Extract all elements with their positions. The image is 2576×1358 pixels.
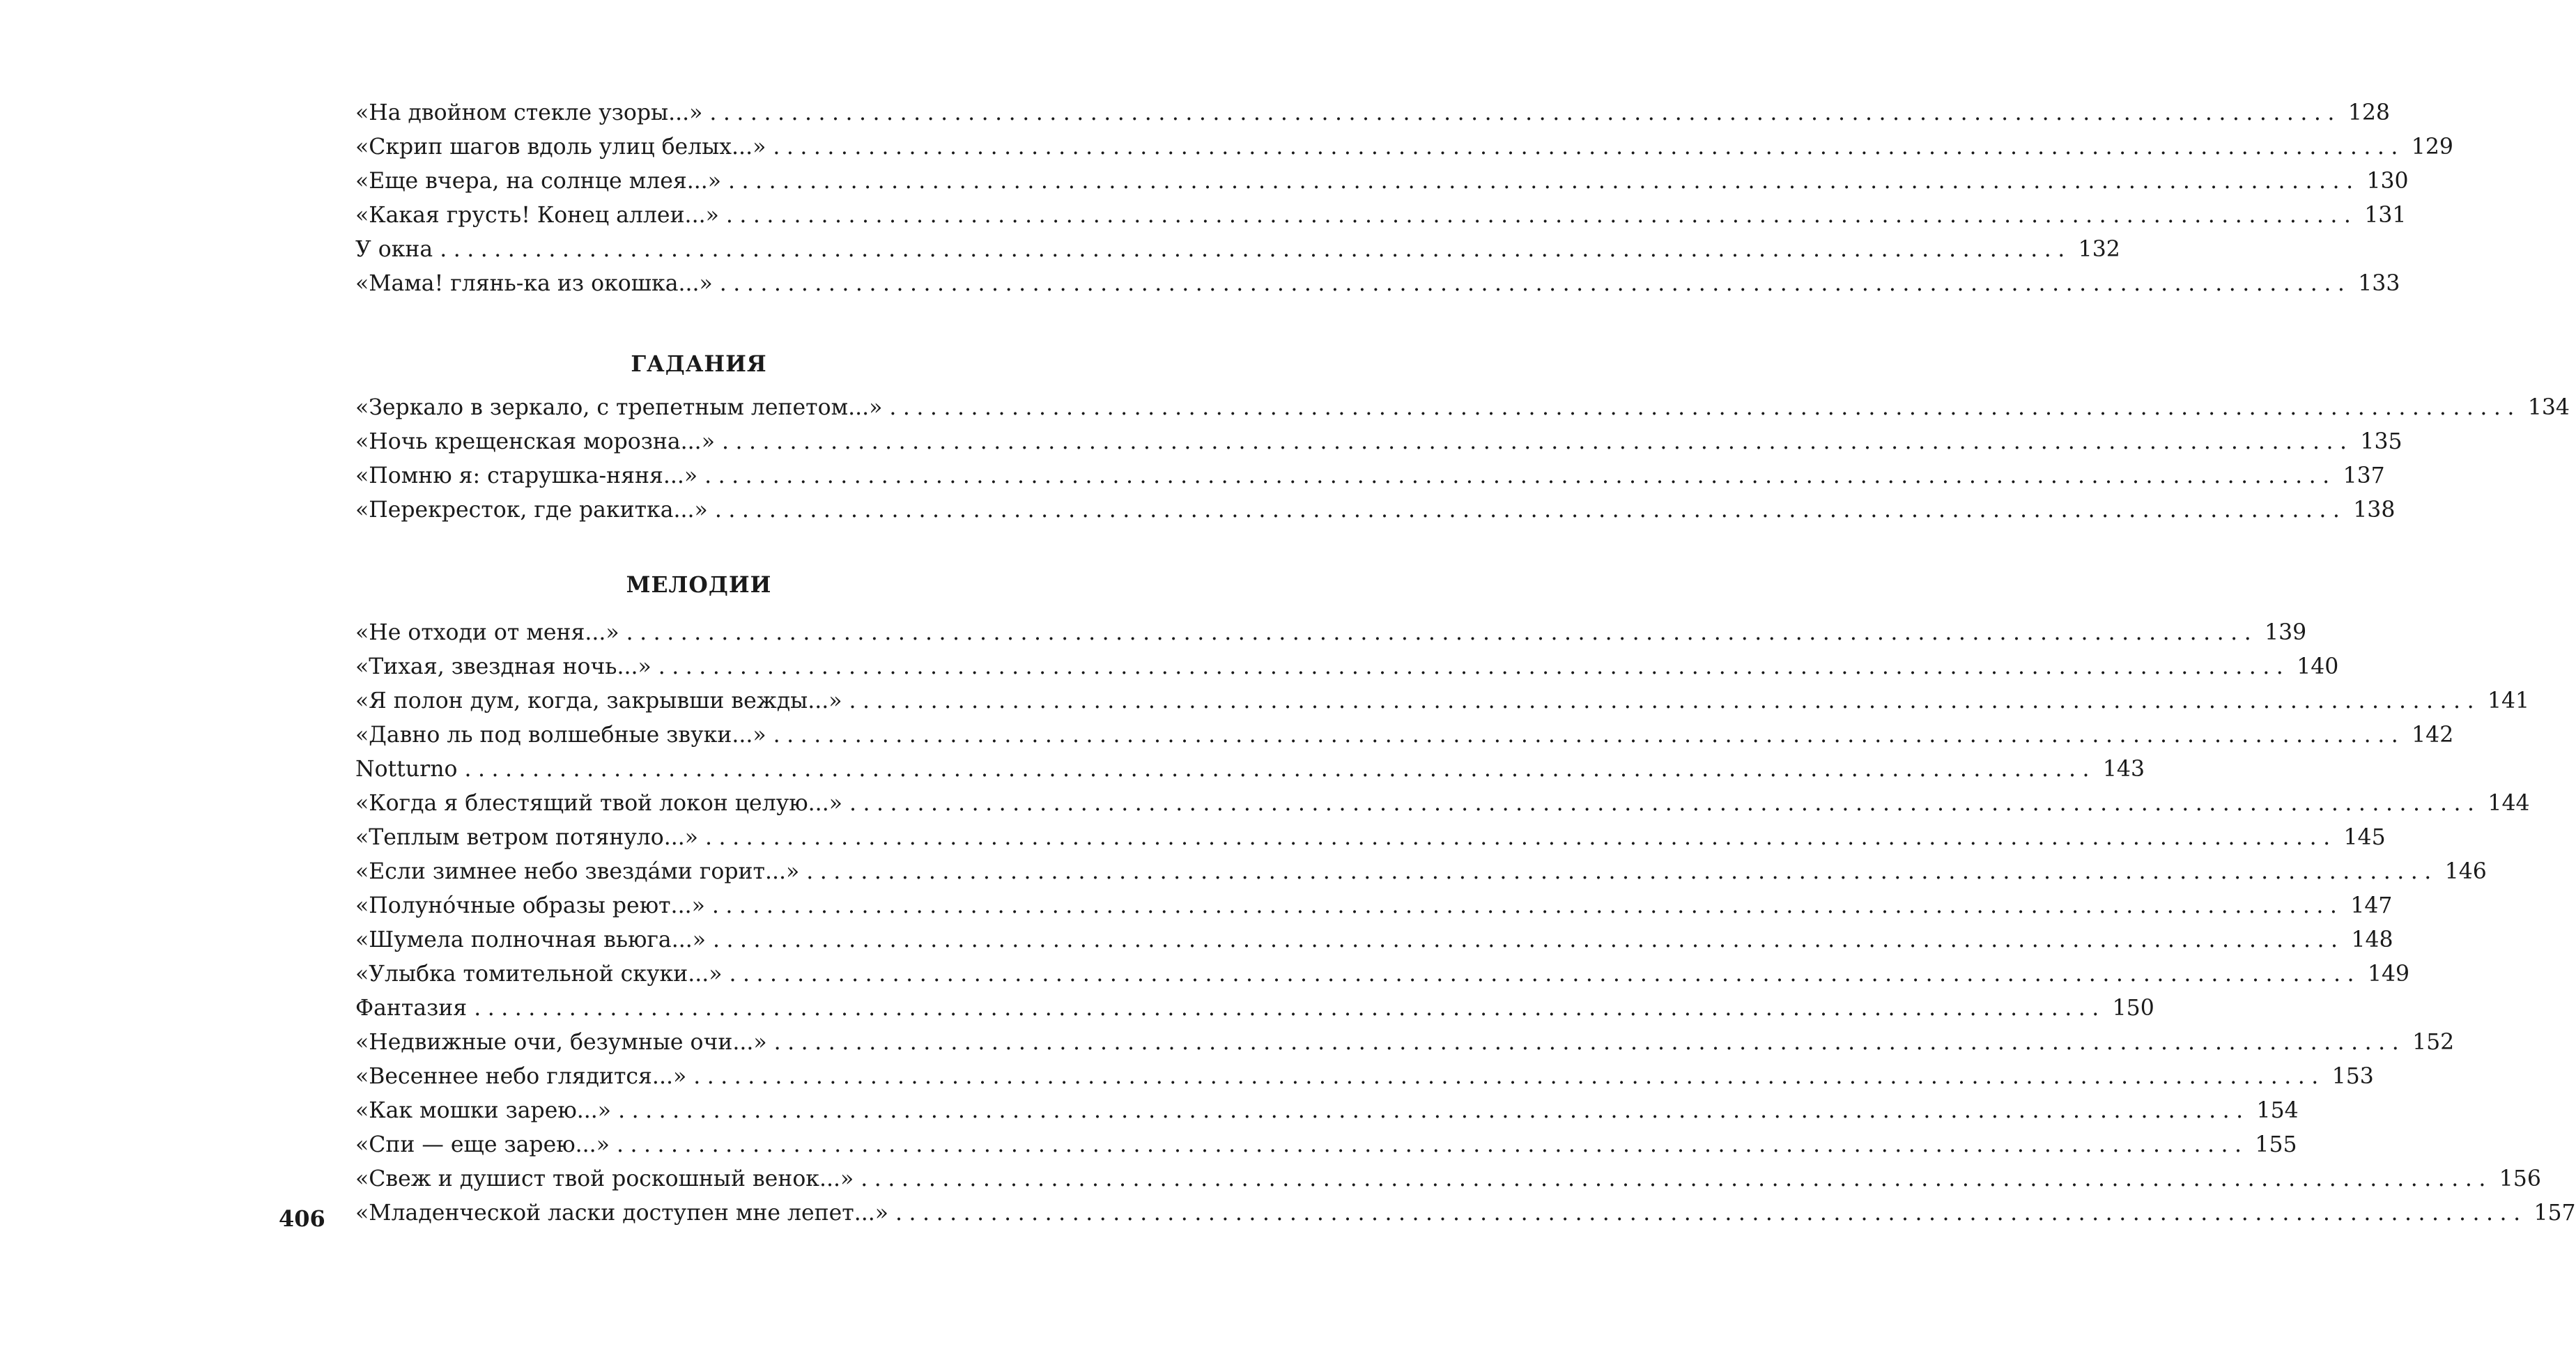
toc-entry-page: 156 [2499,1166,2541,1191]
toc-entry [355,130,2453,164]
toc-entry-page: 128 [2347,100,2390,125]
toc-entry-title: «Спи — еще зарею...» [355,1132,610,1157]
toc-entry-title: «Ночь крещенская морозна...» [355,429,715,454]
toc-entry-title: «Свеж и душист твой роскошный венок...» [355,1166,854,1191]
toc-dot-leader: ........................................................................................................................ [693,1064,2325,1089]
toc-dot-leader: ........................................................................................................................ [719,271,2352,296]
toc-section-melodii [355,568,2576,1230]
toc-dot-leader: ........................................................................................................................ [704,463,2336,488]
toc-dot-leader: ........................................................................................................................ [849,688,2481,713]
toc-entry [355,267,2400,301]
toc-entry-title: Notturno [355,757,458,782]
toc-dot-leader: ........................................................................................................................ [861,1166,2492,1191]
toc-entry-title: «Я полон дум, когда, закрывши вежды...» [355,688,842,713]
toc-entry [355,1094,2299,1128]
toc-entry-page: 133 [2358,271,2400,296]
toc-section-gadania [355,347,2570,527]
toc-entry [355,1128,2297,1162]
toc-entry-title: «На двойном стекле узоры...» [355,100,703,125]
toc-entry [355,855,2487,889]
toc-entry-page: 135 [2360,429,2403,454]
toc-entry-title: «Младенческой ласки доступен мне лепет...» [355,1201,889,1226]
toc-dot-leader: ........................................................................................................................ [849,791,2481,816]
toc-entry-page: 138 [2353,497,2396,523]
toc-entry-title: «Как мошки зарею...» [355,1098,612,1123]
toc-entry-title: «Не отходи от меня...» [355,620,619,645]
toc-dot-leader: ........................................................................................................................ [773,1030,2406,1055]
toc-entry-page: 147 [2350,893,2393,918]
toc-entry [355,1162,2541,1196]
toc-dot-leader: ........................................................................................................................ [658,654,2290,679]
toc-dot-leader: ........................................................................................................................ [711,893,2344,918]
section-heading: МЕЛОДИИ [626,572,772,598]
toc-entry [355,889,2393,923]
toc-dot-leader: ........................................................................................................................ [713,927,2345,952]
toc-entry [355,650,2339,684]
toc-entry-title: «Шумела полночная вьюга...» [355,927,707,952]
toc-entry [355,1196,2576,1230]
toc-entry [355,96,2390,130]
toc-entry-title: «Зеркало в зеркало, с трепетным лепетом...» [355,395,883,420]
toc-entry [355,164,2409,199]
toc-entry [355,459,2385,493]
toc-entry-title: «Какая грусть! Конец аллеи...» [355,203,719,228]
toc-entry-page: 143 [2102,757,2145,782]
toc-entry-title: «Если зимнее небо звезда́ми горит...» [355,859,800,884]
toc-entry-title: «Тихая, звездная ночь...» [355,654,651,679]
toc-entry-page: 145 [2343,825,2386,850]
toc-entry [355,957,2410,992]
toc-dot-leader: ........................................................................................................................ [895,1201,2527,1226]
toc-entry-title: «Улыбка томительной скуки...» [355,962,723,987]
page-number: 406 [279,1205,325,1232]
toc-entry-page: 142 [2412,723,2454,748]
toc-entry-page: 141 [2487,688,2530,713]
toc-dot-leader: ........................................................................................................................ [725,203,2358,228]
toc-entry [355,233,2120,267]
toc-entry-title: «Перекресток, где ракитка...» [355,497,708,523]
toc-entry-title: «Помню я: старушка-няня...» [355,463,698,488]
heading-spacer [355,602,1042,616]
toc-entry-title: «Весеннее небо глядится...» [355,1064,687,1089]
toc-dot-leader: ........................................................................................................................ [626,620,2258,645]
toc-entry-page: 150 [2112,996,2154,1021]
toc-entry [355,821,2386,855]
toc-entry [355,1026,2455,1060]
toc-entry-page: 154 [2256,1098,2299,1123]
toc-dot-leader: ........................................................................................................................ [705,825,2337,850]
toc-entry [355,992,2154,1026]
toc-dot-leader: ........................................................................................................................ [806,859,2438,884]
toc-entry-page: 139 [2265,620,2307,645]
toc-entry [355,199,2407,233]
toc-entry-page: 148 [2351,927,2393,952]
toc-entry-title: «Недвижные очи, безумные очи...» [355,1030,767,1055]
toc-entry [355,753,2145,787]
toc-entry-title: «Скрип шагов вдоль улиц белых...» [355,134,766,160]
toc-entry [355,923,2393,957]
toc-entry [355,684,2530,718]
toc-entry-page: 134 [2527,395,2570,420]
table-of-contents [355,96,2576,1230]
toc-dot-leader: ........................................................................................................................ [721,429,2354,454]
toc-entry-page: 130 [2366,169,2409,194]
toc-dot-leader: ........................................................................................................................ [729,962,2361,987]
toc-entry-title: Фантазия [355,996,468,1021]
heading-spacer [355,381,1042,391]
toc-entry-title: У окна [355,237,433,262]
toc-entry-title: «Когда я блестящий твой локон целую...» [355,791,842,816]
toc-entry-title: «Давно ль под волшебные звуки...» [355,723,766,748]
toc-entry [355,391,2570,425]
section-spacer [355,527,1042,568]
toc-entry [355,616,2307,650]
toc-dot-leader: ........................................................................................................................ [773,723,2405,748]
toc-dot-leader: ........................................................................................................................ [464,757,2097,782]
toc-entry [355,493,2396,527]
toc-dot-leader: ........................................................................................................................ [709,100,2341,125]
toc-entry-title: «Полуно́чные образы реют...» [355,893,705,918]
toc-entry [355,718,2454,753]
toc-entry-page: 153 [2331,1064,2374,1089]
toc-dot-leader: ........................................................................................................................ [714,497,2347,523]
toc-entry-page: 132 [2078,237,2120,262]
toc-entry-page: 146 [2444,859,2487,884]
toc-entry-title: «Мама! глянь-ка из окошка...» [355,271,713,296]
section-heading: ГАДАНИЯ [631,351,767,377]
toc-entry-page: 140 [2297,654,2339,679]
toc-entry-title: «Теплым ветром потянуло...» [355,825,699,850]
toc-entry-page: 149 [2367,962,2410,987]
toc-dot-leader: ........................................................................................................................ [773,134,2405,160]
toc-entry-page: 152 [2412,1030,2455,1055]
toc-dot-leader: ........................................................................................................................ [889,395,2521,420]
toc-dot-leader: ........................................................................................................................ [440,237,2072,262]
section-spacer [355,301,1042,347]
toc-entry-page: 157 [2533,1201,2576,1226]
toc-dot-leader: ........................................................................................................................ [616,1132,2249,1157]
toc-entry-page: 129 [2411,134,2453,160]
toc-entry-page: 144 [2488,791,2530,816]
toc-dot-leader: ........................................................................................................................ [474,996,2106,1021]
toc-entry-page: 137 [2343,463,2385,488]
toc-group-top [355,96,2453,301]
toc-entry [355,787,2530,821]
toc-entry-page: 155 [2255,1132,2297,1157]
toc-dot-leader: ........................................................................................................................ [618,1098,2250,1123]
toc-entry-page: 131 [2364,203,2407,228]
toc-dot-leader: ........................................................................................................................ [728,169,2360,194]
toc-entry [355,1060,2374,1094]
toc-entry [355,425,2403,459]
toc-entry-title: «Еще вчера, на солнце млея...» [355,169,722,194]
